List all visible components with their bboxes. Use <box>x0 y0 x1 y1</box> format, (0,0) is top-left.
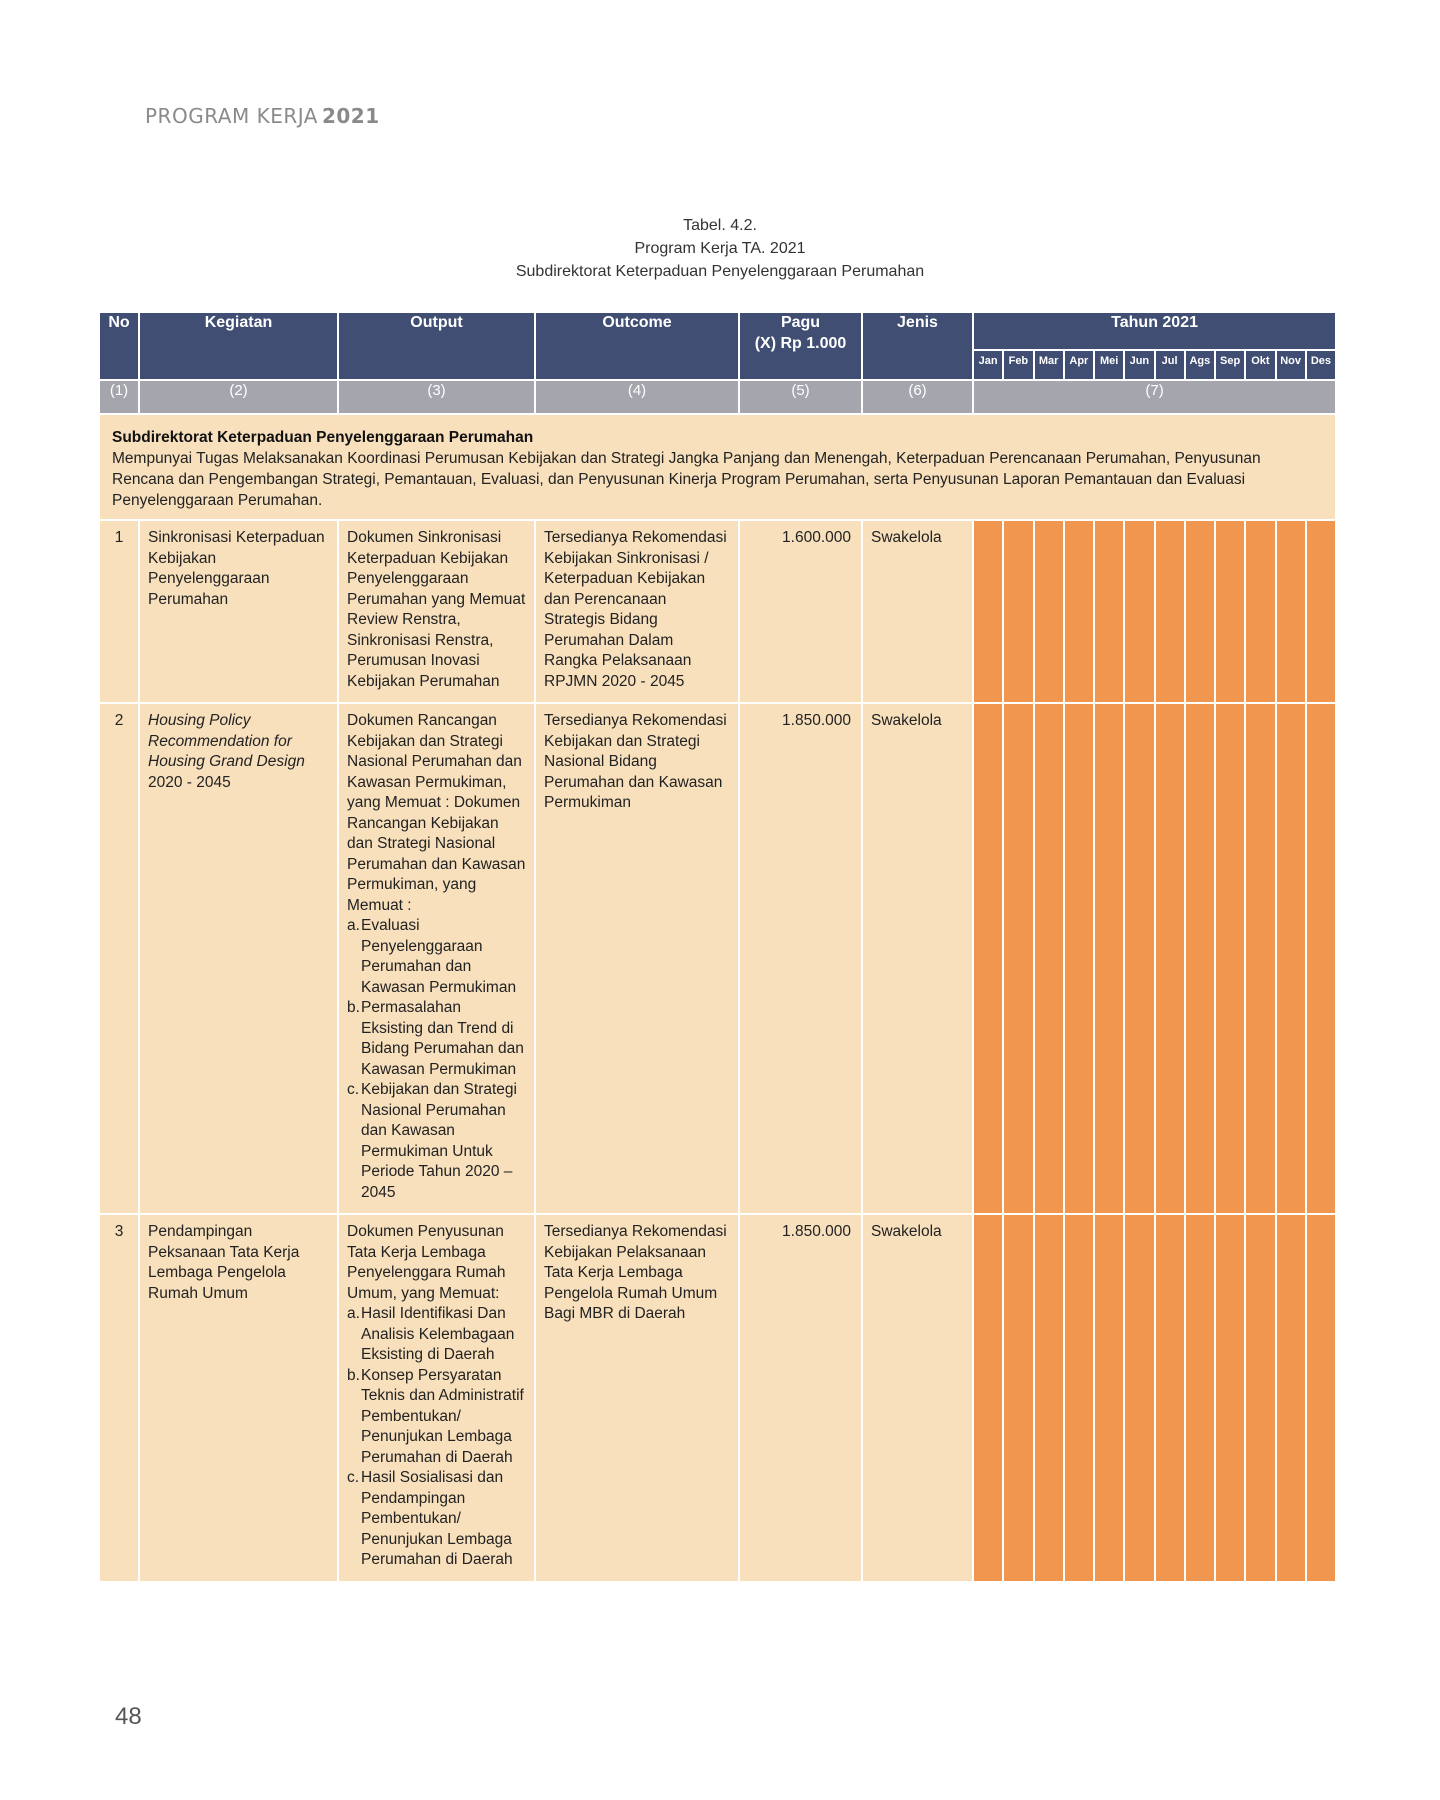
row-output-intro: Dokumen Rancangan Kebijakan dan Strategi Nasional Perumahan dan Kawasan Permukiman, yang Memuat : Dokumen Rancangan Kebijakan dan Strategi Nasional Perumahan dan Kawasan Permukiman, yang Memuat : <box>347 712 526 914</box>
column-number: (5) <box>739 380 862 414</box>
row-kegiatan-text: 2020 - 2045 <box>148 773 231 791</box>
month-cell <box>973 703 1003 1214</box>
table-row <box>99 703 1336 1214</box>
caption-line-2: Program Kerja TA. 2021 <box>634 240 806 257</box>
col-tahun: Tahun 2021 <box>973 312 1336 350</box>
row-pagu: 1.600.000 <box>739 520 862 703</box>
section-description: Mempunyai Tugas Melaksanakan Koordinasi Perumusan Kebijakan dan Strategi Jangka Panjang dan Menengah, Keterpaduan Perencanaan Perumahan, Penyusunan Rencana dan Pengembangan Strategi, Pemantauan, Evaluasi, dan Penyusunan Kinerja Program Perumahan, serta Penyusunan Laporan Pemantauan dan Evaluasi Penyelenggaraan Perumahan. <box>112 450 1261 509</box>
row-outcome: Tersedianya Rekomendasi Kebijakan Pelaksanaan Tata Kerja Lembaga Pengelola Rumah Umum Bagi MBR di Daerah <box>535 1214 739 1582</box>
col-pagu-line1: Pagu <box>780 314 821 331</box>
column-number: (4) <box>535 380 739 414</box>
row-no: 3 <box>99 1214 139 1582</box>
col-kegiatan: Kegiatan <box>139 312 338 380</box>
month-cell <box>1155 1214 1185 1582</box>
list-marker: a. <box>347 917 360 934</box>
month-jan: Jan <box>973 350 1003 380</box>
month-cell <box>1306 703 1336 1214</box>
row-output-list <box>347 1304 526 1571</box>
row-jenis: Swakelola <box>862 520 973 703</box>
month-cell <box>1124 1214 1154 1582</box>
month-cell <box>1003 1214 1033 1582</box>
column-number: (6) <box>862 380 973 414</box>
month-cell <box>1276 703 1306 1214</box>
list-item <box>347 1304 526 1366</box>
month-cell <box>1124 520 1154 703</box>
month-cell <box>1306 520 1336 703</box>
month-cell <box>1094 703 1124 1214</box>
list-marker: b. <box>347 999 360 1016</box>
list-marker: b. <box>347 1366 360 1384</box>
month-cell <box>1185 520 1215 703</box>
month-cell <box>1215 703 1245 1214</box>
col-jenis: Jenis <box>862 312 973 380</box>
row-kegiatan <box>139 703 338 1214</box>
table-row <box>99 520 1336 703</box>
month-cell <box>1185 703 1215 1214</box>
month-cell <box>1034 703 1064 1214</box>
column-number: (2) <box>139 380 338 414</box>
row-no: 2 <box>99 703 139 1214</box>
list-marker: c. <box>347 1469 360 1486</box>
month-cell <box>1276 520 1306 703</box>
running-title: PROGRAM KERJA <box>145 104 318 128</box>
row-jenis: Swakelola <box>862 1214 973 1582</box>
list-text: Konsep Persyaratan Teknis dan Administratif Pembentukan/ Penunjukan Lembaga Perumahan di Daerah <box>361 1366 524 1466</box>
month-cell <box>1064 1214 1094 1582</box>
running-year: 2021 <box>321 104 380 128</box>
row-output-list <box>347 916 526 1203</box>
list-item <box>347 1366 526 1469</box>
list-text: Permasalahan Eksisting dan Trend di Bidang Perumahan dan Kawasan Permukiman <box>361 999 524 1078</box>
month-cell <box>1245 520 1275 703</box>
month-cell <box>1245 1214 1275 1582</box>
section-row <box>99 414 1336 520</box>
page-number: 48 <box>115 1703 142 1730</box>
month-ags: Ags <box>1185 350 1215 380</box>
table-row <box>99 1214 1336 1582</box>
running-header <box>145 104 380 128</box>
col-output: Output <box>338 312 535 380</box>
month-mar: Mar <box>1034 350 1064 380</box>
program-kerja-table <box>98 311 1337 1583</box>
row-pagu: 1.850.000 <box>739 1214 862 1582</box>
month-cell <box>1064 703 1094 1214</box>
list-item <box>347 916 526 998</box>
row-kegiatan-italic: Housing Policy Recommendation for Housing Grand Design <box>148 712 305 770</box>
month-cell <box>1094 1214 1124 1582</box>
month-cell <box>1034 1214 1064 1582</box>
list-item <box>347 1080 526 1203</box>
list-text: Hasil Sosialisasi dan Pendampingan Pembentukan/ Penunjukan Lembaga Perumahan di Daerah <box>361 1469 513 1568</box>
list-item <box>347 998 526 1080</box>
column-number: (1) <box>99 380 139 414</box>
month-cell <box>1185 1214 1215 1582</box>
row-pagu: 1.850.000 <box>739 703 862 1214</box>
column-number: (7) <box>973 380 1336 414</box>
month-cell <box>1215 1214 1245 1582</box>
month-sep: Sep <box>1215 350 1245 380</box>
caption-line-1: Tabel. 4.2. <box>683 217 757 234</box>
month-feb: Feb <box>1003 350 1033 380</box>
row-output: Dokumen Sinkronisasi Keterpaduan Kebijakan Penyelenggaraan Perumahan yang Memuat Review Renstra, Sinkronisasi Renstra, Perumusan Inovasi Kebijakan Perumahan <box>338 520 535 703</box>
month-nov: Nov <box>1276 350 1306 380</box>
month-cell <box>1003 703 1033 1214</box>
col-no: No <box>99 312 139 380</box>
month-jul: Jul <box>1155 350 1185 380</box>
col-outcome: Outcome <box>535 312 739 380</box>
list-text: Evaluasi Penyelenggaraan Perumahan dan Kawasan Permukiman <box>361 917 517 996</box>
list-marker: a. <box>347 1305 360 1322</box>
row-output-intro: Dokumen Penyusunan Tata Kerja Lembaga Penyelenggara Rumah Umum, yang Memuat: <box>347 1223 506 1302</box>
month-cell <box>1155 520 1185 703</box>
month-cell <box>973 1214 1003 1582</box>
month-okt: Okt <box>1245 350 1275 380</box>
month-cell <box>1215 520 1245 703</box>
col-pagu <box>739 312 862 380</box>
section-title: Subdirektorat Keterpaduan Penyelenggaraan Perumahan <box>112 429 534 446</box>
column-number: (3) <box>338 380 535 414</box>
month-mei: Mei <box>1094 350 1124 380</box>
column-number-row <box>99 380 1336 414</box>
section-cell <box>99 414 1336 520</box>
month-cell <box>1064 520 1094 703</box>
month-jun: Jun <box>1124 350 1154 380</box>
list-item <box>347 1468 526 1571</box>
month-cell <box>1094 520 1124 703</box>
list-text: Kebijakan dan Strategi Nasional Perumahan dan Kawasan Permukiman Untuk Periode Tahun 2020 – 2045 <box>361 1081 517 1201</box>
col-pagu-line2: (X) Rp 1.000 <box>754 334 847 352</box>
row-jenis: Swakelola <box>862 703 973 1214</box>
month-cell <box>1276 1214 1306 1582</box>
row-kegiatan: Sinkronisasi Keterpaduan Kebijakan Penyelenggaraan Perumahan <box>139 520 338 703</box>
month-cell <box>1124 703 1154 1214</box>
row-outcome: Tersedianya Rekomendasi Kebijakan Sinkronisasi / Keterpaduan Kebijakan dan Perencanaan Strategis Bidang Perumahan Dalam Rangka Pelaksanaan RPJMN 2020 - 2045 <box>535 520 739 703</box>
month-cell <box>1003 520 1033 703</box>
month-apr: Apr <box>1064 350 1094 380</box>
table-caption <box>0 214 1440 283</box>
caption-line-3: Subdirektorat Keterpaduan Penyelenggaraan Perumahan <box>515 263 925 280</box>
list-text: Hasil Identifikasi Dan Analisis Kelembagaan Eksisting di Daerah <box>361 1305 515 1363</box>
month-cell <box>973 520 1003 703</box>
month-cell <box>1155 703 1185 1214</box>
month-cell <box>1306 1214 1336 1582</box>
row-kegiatan: Pendampingan Peksanaan Tata Kerja Lembaga Pengelola Rumah Umum <box>139 1214 338 1582</box>
month-des: Des <box>1306 350 1336 380</box>
row-output <box>338 1214 535 1582</box>
month-cell <box>1034 520 1064 703</box>
month-cell <box>1245 703 1275 1214</box>
header-row <box>99 312 1336 350</box>
row-no: 1 <box>99 520 139 703</box>
row-output <box>338 703 535 1214</box>
row-outcome: Tersedianya Rekomendasi Kebijakan dan Strategi Nasional Bidang Perumahan dan Kawasan Permukiman <box>535 703 739 1214</box>
list-marker: c. <box>347 1081 360 1098</box>
